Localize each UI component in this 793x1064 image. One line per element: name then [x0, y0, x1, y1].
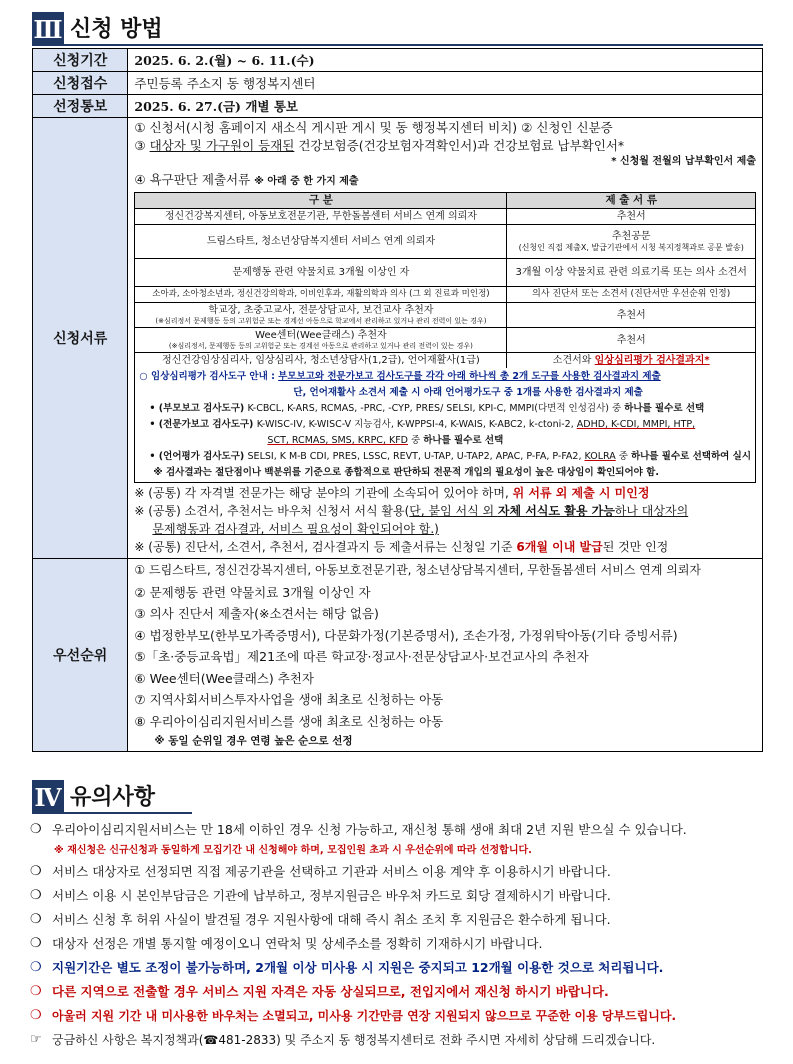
priority-item: ⑦ 지역사회서비스투자사업을 생애 최초로 신청하는 아동	[134, 692, 444, 707]
common-note-3: ※ (공통) 진단서, 소견서, 추천서, 검사결과지 등 제출서류는 신청일 기준 6개월 이내 발급된 것만 인정	[134, 540, 669, 554]
notice-row	[33, 95, 763, 118]
docs-inner-table	[134, 192, 756, 483]
inner-cell-left: 학교장, 초중고교사, 전문상담교사, 보건교사 추천자 (※심리정서 문제행동 등의 고위험군 또는 경계선 아동으로 학교에서 관리하고 있거나 관리 전력이 있는 경우)	[135, 303, 507, 328]
docs-line2: ③ 대상자 및 가구원이 등재된 건강보험증(건강보험자격확인서)과 건강보험료 납부확인서*	[134, 138, 625, 153]
inner-cell-right: 추천서	[507, 209, 756, 225]
period-label: 신청기간	[33, 49, 128, 72]
inner-head-right: 제 출 서 류	[507, 193, 756, 209]
tool-note: ※ 검사결과는 절단점이나 백분위를 기준으로 종합적으로 판단하되 전문적 개입의 필요성이 높은 대상임이 확인되어야 함.	[153, 467, 659, 478]
priority-item: ⑥ Wee센터(Wee클래스) 추천자	[134, 670, 314, 686]
section3-roman: Ⅲ	[32, 12, 64, 46]
inner-cell-right: 추천서	[507, 328, 756, 353]
note-item: ❍ 대상자 선정은 개별 통지할 예정이오니 연락처 및 상세주소를 정확히 기재하시기 바랍니다.	[30, 936, 543, 951]
inner-cell-left: 정신건강임상심리사, 임상심리사, 청소년상담사(1,2급), 언어재활사(1급)	[135, 353, 507, 369]
inner-cell-left: 문제행동 관련 약물치료 3개월 이상인 자	[135, 259, 507, 287]
inner-cell-right: 의사 진단서 또는 소견서 (진단서만 우선순위 인정)	[507, 287, 756, 303]
guide-line2: 단, 언어재활사 소견서 제출 시 아래 언어평가도구 중 1개를 사용한 검사결과지 제출	[293, 387, 643, 398]
section4-header	[32, 780, 155, 814]
application-table	[32, 48, 763, 752]
note-item: ☞ 궁금하신 사항은 복지정책과(☎481-2833) 및 주소지 동 행정복지센터로 전화 주시면 자세히 상담해 드리겠습니다.	[30, 1028, 770, 1052]
inner-row	[135, 259, 756, 287]
section3-title: 신청 방법	[70, 17, 163, 42]
priority-item: ④ 법정한부모(한부모가족증명서), 다문화가정(기본증명서), 조손가정, 가정위탁아동(기타 증빙서류)	[134, 627, 678, 643]
inner-head-left: 구 분	[135, 193, 507, 209]
inner-cell-left: 드림스타트, 청소년상담복지센터 서비스 연계 의뢰자	[135, 225, 507, 259]
note-item: ❍ 아울러 지원 기간 내 미사용한 바우처는 소멸되고, 미사용 기간만큼 연장 지원되지 않으므로 꾸준한 이용 당부드립니다.	[30, 1008, 677, 1023]
note-item: ❍ 서비스 이용 시 본인부담금은 기관에 납부하고, 정부지원금은 바우처 카드로 회당 결제하시기 바랍니다.	[30, 888, 611, 903]
priority-row	[33, 559, 763, 752]
priority-item: ⑤「초·중등교육법」제21조에 따른 학교장·정교사·전문상담교사·보건교사의 추천자	[134, 649, 589, 664]
notice-label: 선정통보	[33, 95, 128, 118]
section4-rule	[32, 812, 192, 814]
note-item: ❍ 지원기간은 별도 조정이 불가능하며, 2개월 이상 미사용 시 지원은 중지되고 12개월 이용한 것으로 처리됩니다.	[30, 960, 664, 975]
common-note-1: ※ (공통) 각 자격별 전문가는 해당 분야의 기관에 소속되어 있어야 하며, 위 서류 외 제출 시 미인정	[134, 486, 650, 500]
inner-cell-right: 추천공문 (신청인 직접 제출X, 발급기관에서 시청 복지정책과로 공문 발송)	[507, 225, 756, 259]
priority-item: ② 문제행동 관련 약물치료 3개월 이상인 자	[134, 584, 371, 600]
inner-row	[135, 287, 756, 303]
tool-expert: • (전문가보고 검사도구) K-WISC-IV, K-WISC-V 지능검사, K-WPPSI-4, K-WAIS, K-ABC2, k-ctoni-2, ADHD, K-CDI, MMPI, HTP,	[149, 419, 696, 430]
note-item: ❍ 서비스 대상자로 선정되면 직접 제공기관을 선택하고 기관과 서비스 이용 계약 후 이용하시기 바랍니다.	[30, 864, 611, 879]
note-item: ❍ 서비스 신청 후 허위 사실이 발견될 경우 지원사항에 대해 즉시 취소 조치 후 지원금은 환수하게 됩니다.	[30, 912, 611, 927]
period-row	[33, 49, 763, 72]
pointing-hand-icon: ☞	[30, 1032, 42, 1047]
priority-item: ① 드림스타트, 정신건강복지센터, 아동보호전문기관, 청소년상담복지센터, 무한돌봄센터 서비스 연계 의뢰자	[134, 563, 702, 577]
inner-cell-right: 추천서	[507, 303, 756, 328]
section4-roman: Ⅳ	[32, 780, 64, 814]
inner-row	[135, 225, 756, 259]
docs-line4: ④ 욕구판단 제출서류 ※ 아래 중 한 가지 제출	[134, 172, 359, 187]
section3-header	[32, 12, 163, 46]
inner-row-psych	[135, 353, 756, 369]
receipt-label: 신청접수	[33, 72, 128, 95]
priority-item: ⑧ 우리아이심리지원서비스를 생애 최초로 신청하는 아동	[134, 713, 444, 729]
note-subitem: ※ 재신청은 신규신청과 동일하게 모집기간 내 신청해야 하며, 모집인원 초과 시 우선순위에 따라 선정합니다.	[54, 845, 532, 856]
priority-label: 우선순위	[33, 559, 128, 752]
guide-line1: ○ 임상심리평가 검사도구 안내 : 부모보고와 전문가보고 검사도구를 각각 아래 하나씩 총 2개 도구를 사용한 검사결과지 제출	[139, 371, 661, 382]
note-item: ❍ 다른 지역으로 전출할 경우 서비스 지원 자격은 자동 상실되므로, 전입지에서 재신청 하시기 바랍니다.	[30, 984, 609, 999]
notes-list	[30, 818, 770, 1052]
tool-guide-cell	[135, 368, 756, 483]
notice-value: 2025. 6. 27.(금) 개별 통보	[128, 95, 763, 118]
priority-cell	[128, 559, 763, 752]
tool-parent: • (부모보고 검사도구) K-CBCL, K-ARS, RCMAS, -PRC, -CYP, PRES/ SELSI, KPI-C, MMPI(다면적 인성검사) 중 하나를 필수로 선택	[149, 403, 705, 414]
inner-row-guide	[135, 368, 756, 483]
docs-cell	[128, 118, 763, 559]
period-value: 2025. 6. 2.(월) ~ 6. 11.(수)	[128, 49, 763, 72]
section4-title: 유의사항	[70, 785, 156, 810]
inner-cell-right: 3개월 이상 약물치료 관련 의료기록 또는 의사 소견서	[507, 259, 756, 287]
docs-line3: * 신청월 전월의 납부확인서 제출	[611, 156, 756, 167]
inner-cell-right: 소견서와 임상심리평가 검사결과지*	[507, 353, 756, 369]
docs-label: 신청서류	[33, 118, 128, 559]
inner-row	[135, 209, 756, 225]
section3-rule	[32, 44, 763, 46]
inner-row	[135, 303, 756, 328]
docs-row	[33, 118, 763, 559]
inner-row	[135, 328, 756, 353]
inner-cell-left: 소아과, 소아청소년과, 정신건강의학과, 이비인후과, 재활의학과 의사 (그 외 진료과 미인정)	[135, 287, 507, 303]
priority-item: ③ 의사 진단서 제출자(※소견서는 해당 없음)	[134, 606, 379, 621]
note-item: ❍ 우리아이심리지원서비스는 만 18세 이하인 경우 신청 가능하고, 재신청 통해 생애 최대 2년 지원 받으실 수 있습니다.	[30, 822, 687, 837]
inner-cell-left: Wee센터(Wee클래스) 추천자 (※심리정서, 문제행동 등의 고위험군 또는 경계선 아동으로 관리하고 있거나 관리 전력이 있는 경우)	[135, 328, 507, 353]
tool-expert-cont: SCT, RCMAS, SMS, KRPC, KFD 중 하나를 필수로 선택	[267, 435, 504, 446]
tool-language: • (언어평가 검사도구) SELSI, K M-B CDI, PRES, LSSC, REVT, U-TAP, U-TAP2, APAC, P-FA, P-FA2, KOLRA 중 하나를 필수로 선택하여 실시	[149, 451, 751, 462]
common-note-2: ※ (공통) 소견서, 추천서는 바우처 신청서 서식 활용(단, 붙임 서식 외 자체 서식도 활용 가능하나 대상자의	[134, 504, 689, 518]
docs-line1: ① 신청서(시청 홈페이지 새소식 게시판 게시 및 동 행정복지센터 비치) ② 신청인 신분증	[134, 120, 613, 135]
receipt-row	[33, 72, 763, 95]
priority-footnote: ※ 동일 순위일 경우 연령 높은 순으로 선정	[154, 735, 353, 747]
inner-cell-left: 정신건강복지센터, 아동보호전문기관, 무한돌봄센터 서비스 연계 의뢰자	[135, 209, 507, 225]
receipt-value: 주민등록 주소지 동 행정복지센터	[128, 72, 763, 95]
common-note-2-cont: 문제행동과 검사결과, 서비스 필요성이 확인되어야 함.)	[152, 522, 439, 536]
